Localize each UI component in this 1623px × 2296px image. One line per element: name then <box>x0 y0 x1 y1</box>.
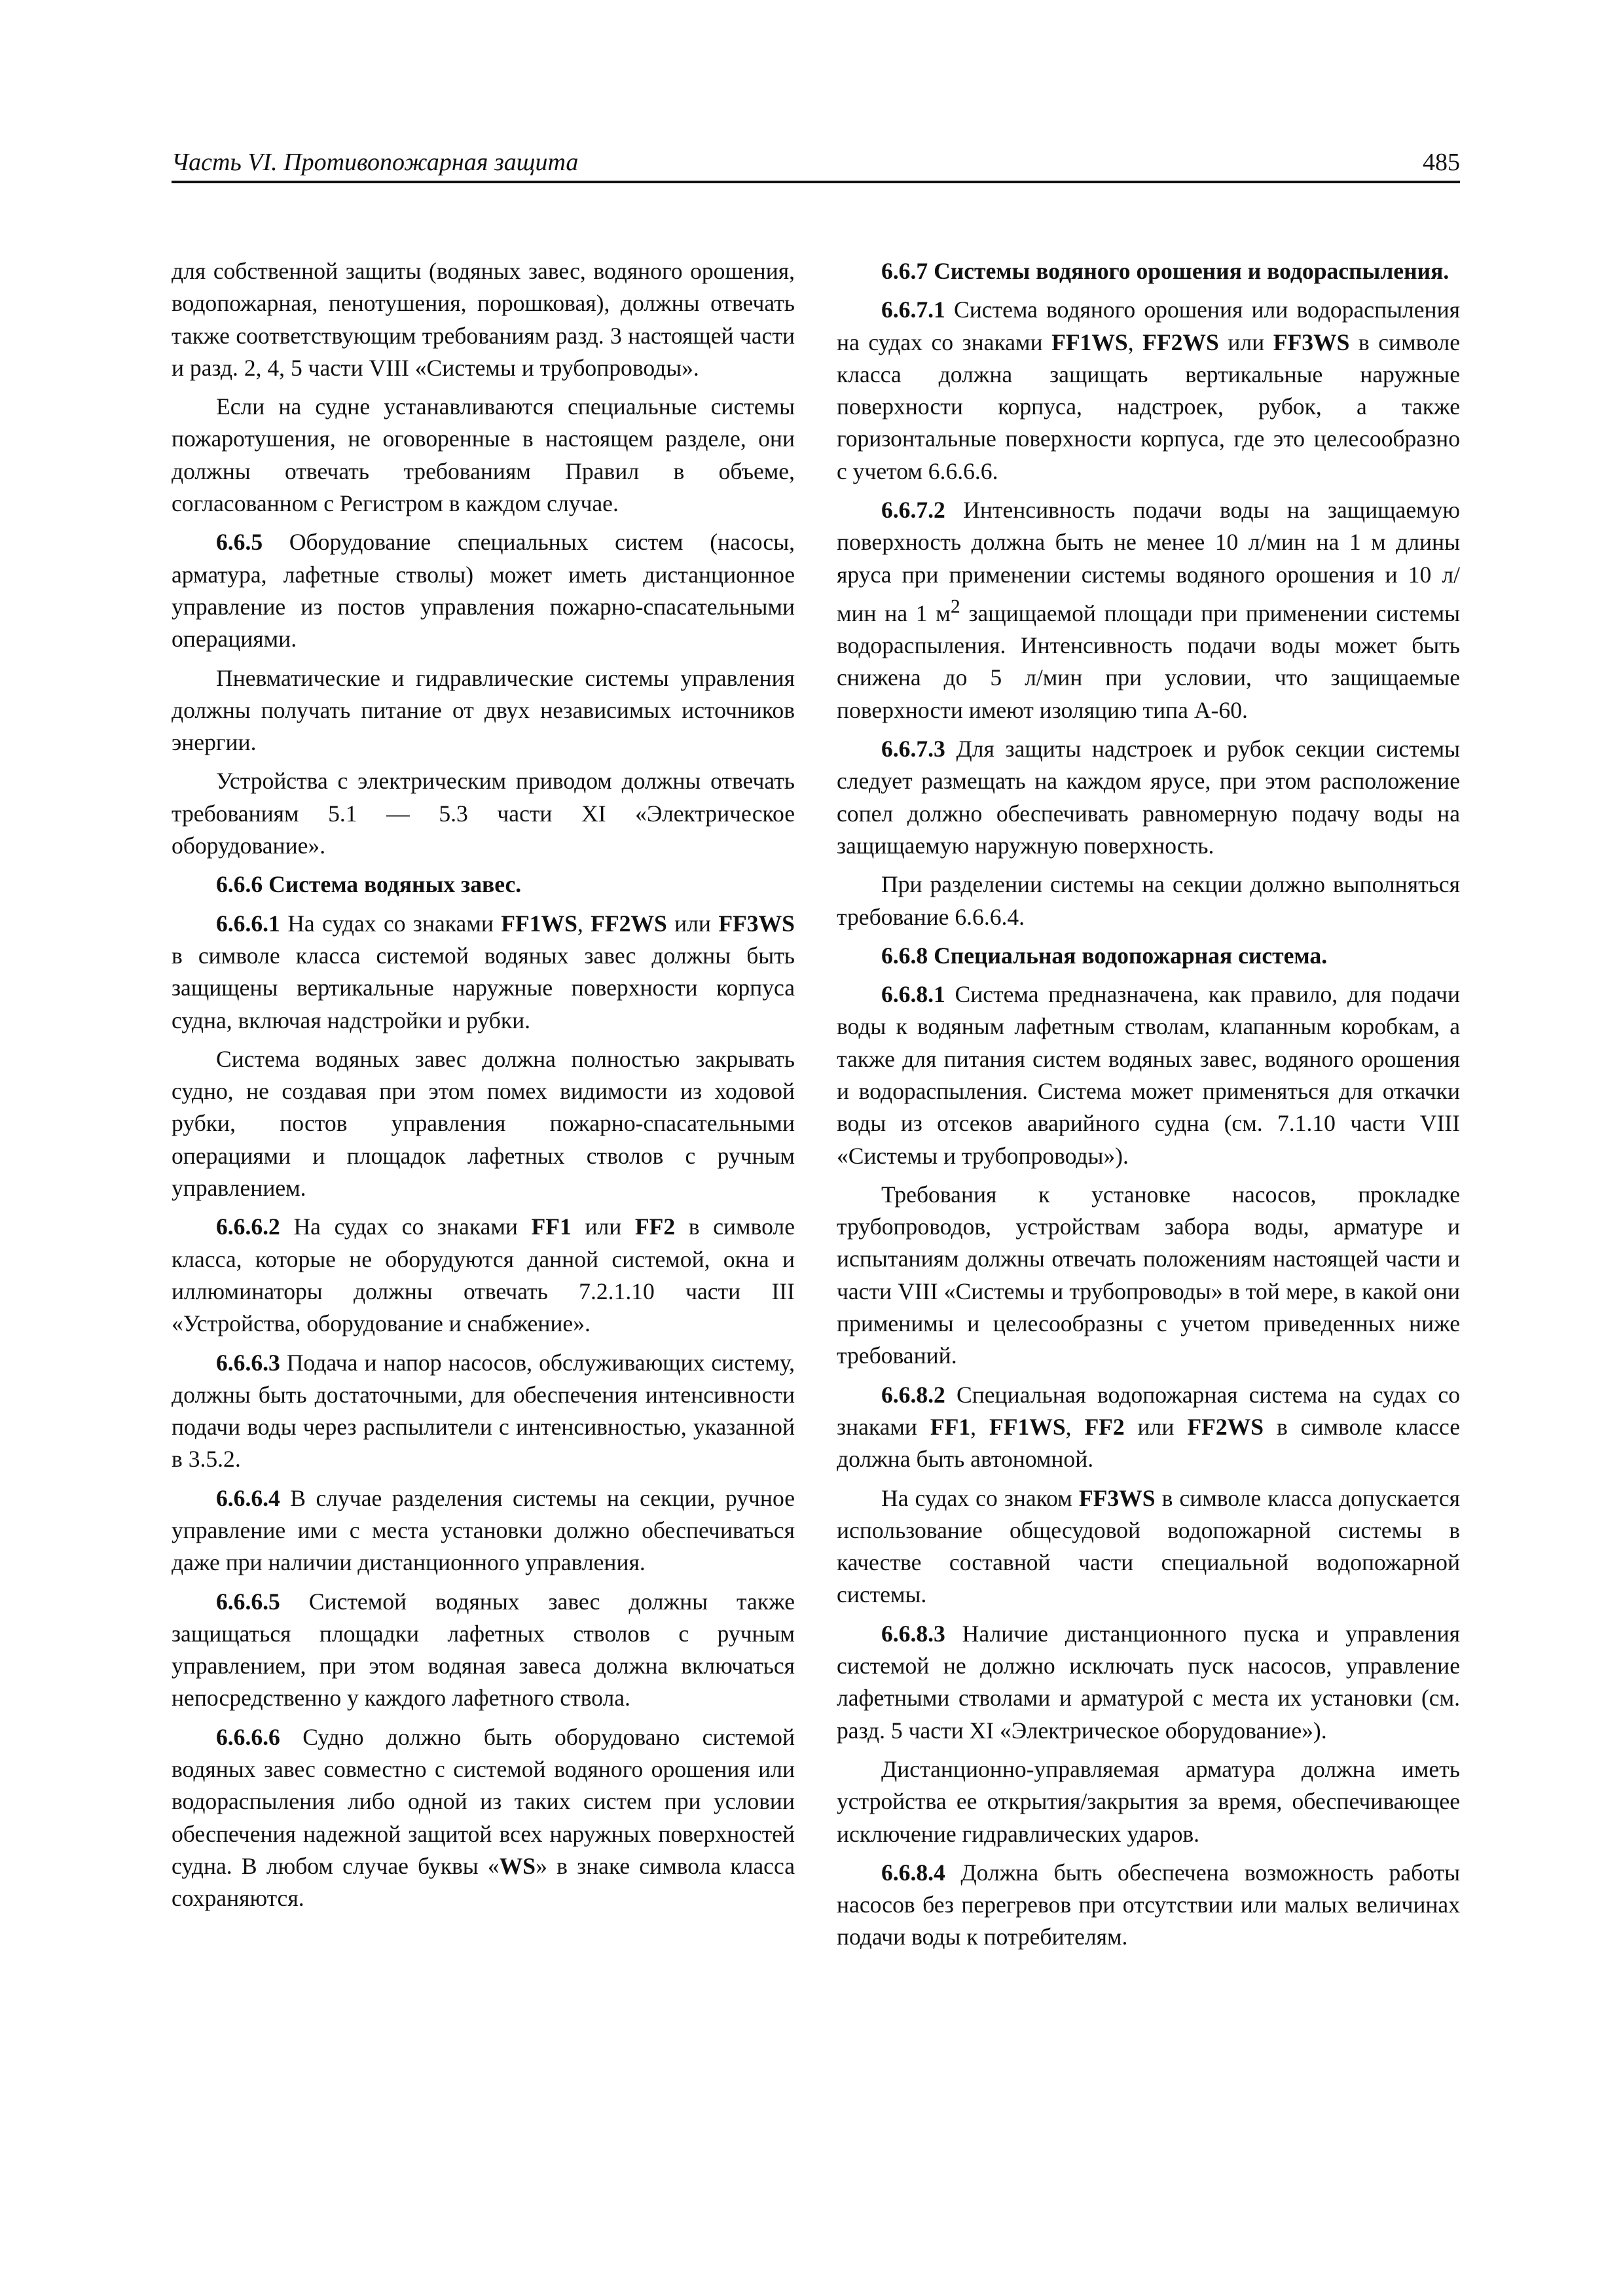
paragraph: 6.6.6.6 Судно должно быть оборудовано системой водяных завес совместно с системой водяного орошения или водораспыления либо одной из таких систем при условии обеспечения надежной защитой всех наружных поверхностей судна. В любом случае буквы «WS» в знаке символа класса сохраняются. <box>172 1723 795 1912</box>
class-mark: FF2WS <box>1142 329 1219 355</box>
class-mark: FF2 <box>1084 1413 1125 1440</box>
paragraph: Устройства с электрическим приводом должны отвечать требованиям 5.1 — 5.3 части XI «Электрическое оборудование». <box>172 768 795 859</box>
paragraph: 6.6.7.3 Для защиты надстроек и рубок секции системы следует размещать на каждом ярусе, при этом расположение сопел должно обеспечивать равномерную подачу воды на защищаемую наружную поверхность. <box>837 736 1460 859</box>
class-mark: FF3WS <box>1273 329 1350 355</box>
paragraph: 6.6.6.1 На судах со знаками FF1WS, FF2WS или FF3WS в символе класса системой водяных завес должны быть защищены вертикальные наружные поверхности корпуса судна, включая надстройки и рубки. <box>172 910 795 1033</box>
class-mark: FF2 <box>634 1213 676 1240</box>
class-mark: FF3WS <box>1078 1484 1156 1511</box>
section-heading: 6.6.7 Системы водяного орошения и водораспыления. <box>881 258 1450 284</box>
paragraph: Если на судне устанавливаются специальные системы пожаротушения, не оговоренные в настоящем разделе, они должны отвечать требованиям Правил в объеме, согласованном с Регистром в каждом случае. <box>172 393 795 517</box>
class-mark: FF1 <box>930 1413 971 1440</box>
paragraph: 6.6.8.4 Должна быть обеспечена возможность работы насосов без перегревов при отсутствии или малых величинах подачи воды к потребителям. <box>837 1859 1460 1950</box>
running-header <box>172 141 1460 183</box>
section-heading: 6.6.8 Специальная водопожарная система. <box>881 942 1328 969</box>
superscript: 2 <box>950 596 960 617</box>
paragraph: 6.6.7.1 Система водяного орошения или водораспыления на судах со знаками FF1WS, FF2WS или FF3WS в символе класса должна защищать вертикальные наружные поверхности корпуса, надстроек, рубок, а также горизонтальные поверхности корпуса, где это целесообразно с учетом 6.6.6.6. <box>837 296 1461 484</box>
class-mark: FF1WS <box>501 910 577 937</box>
clause-number: 6.6.8 <box>881 942 928 969</box>
paragraph: 6.6.8.1 Система предназначена, как правило, для подачи воды к водяным лафетным стволам, клапанным коробкам, а также для питания систем водяных завес, водяного орошения и водораспыления. Система может применяться для откачки воды из отсеков аварийного судна (см. 7.1.10 части VIII «Системы и трубопроводы»). <box>837 981 1460 1169</box>
clause-number: 6.6.6.4 <box>216 1484 280 1511</box>
paragraph: При разделении системы на секции должно выполняться требование 6.6.6.4. <box>837 871 1460 930</box>
clause-number: 6.6.6.6 <box>216 1723 280 1750</box>
class-mark: FF1WS <box>1051 329 1128 355</box>
clause-number: 6.6.6.3 <box>216 1349 280 1376</box>
page-number: 485 <box>1423 149 1460 176</box>
clause-number: 6.6.7.2 <box>881 497 945 524</box>
class-mark: FF1 <box>531 1213 572 1240</box>
clause-number: 6.6.7.3 <box>881 736 945 762</box>
section-heading: 6.6.6 Система водяных завес. <box>216 871 522 898</box>
class-mark: WS <box>499 1852 536 1879</box>
clause-number: 6.6.7 <box>881 258 928 284</box>
class-mark: FF3WS <box>718 910 795 937</box>
right-column <box>837 255 1460 1960</box>
paragraph: На судах со знаком FF3WS в символе класса допускается использование общесудовой водопожарной системы в качестве составной части специальной водопожарной системы. <box>837 1484 1460 1608</box>
clause-number: 6.6.6.2 <box>216 1213 280 1240</box>
clause-number: 6.6.8.1 <box>881 981 945 1008</box>
clause-number: 6.6.5 <box>216 529 263 556</box>
paragraph: 6.6.8.2 Специальная водопожарная система на судах со знаками FF1, FF1WS, FF2 или FF2WS в символе классе должна быть автономной. <box>837 1381 1460 1473</box>
class-mark: FF2WS <box>591 910 667 937</box>
clause-number: 6.6.6.5 <box>216 1588 280 1615</box>
paragraph: 6.6.5 Оборудование специальных систем (насосы, арматура, лафетные стволы) может иметь дистанционное управление из постов управления пожарно-спасательными операциями. <box>172 529 795 653</box>
paragraph: для собственной защиты (водяных завес, водяного орошения, водопожарная, пенотушения, порошковая), должны отвечать также соответствующим требованиям разд. 3 настоящей части и разд. 2, 4, 5 части VIII «Системы и трубопроводы». <box>172 258 795 381</box>
paragraph: 6.6.6.2 На судах со знаками FF1 или FF2 в символе класса, которые не оборудуются данной системой, окна и иллюминаторы должны отвечать 7.2.1.10 части III «Устройства, оборудование и снабжение». <box>172 1213 795 1337</box>
paragraph: 6.6.7.2 Интенсивность подачи воды на защищаемую поверхность должна быть не менее 10 л/мин на 1 м длины яруса при применении системы водяного орошения и 10 л/мин на 1 $м^2$ защищаемой площади при применении системы водораспыления. Интенсивность подачи воды может быть снижена до 5 л/мин при условии, что защищаемые поверхности имеют изоляцию типа А-60. <box>837 497 1460 723</box>
clause-number: 6.6.8.2 <box>881 1381 945 1408</box>
paragraph: 6.6.6.4 В случае разделения системы на секции, ручное управление ими с места установки должно обеспечиваться даже при наличии дистанционного управления. <box>172 1484 795 1576</box>
section-title: Часть VI. Противопожарная защита <box>172 149 579 176</box>
clause-number: 6.6.8.3 <box>881 1620 945 1647</box>
paragraph: Система водяных завес должна полностью закрывать судно, не создавая при этом помех видимости из ходовой рубки, постов управления пожарно-спасательными операциями и площадок лафетных стволов с ручным управлением. <box>172 1045 795 1202</box>
paragraph: 6.6.6.3 Подача и напор насосов, обслуживающих систему, должны быть достаточными, для обеспечения интенсивности подачи воды через распылители с интенсивностью, указанной в 3.5.2. <box>172 1349 795 1473</box>
class-mark: FF2WS <box>1187 1413 1264 1440</box>
clause-number: 6.6.8.4 <box>881 1859 945 1886</box>
paragraph: Дистанционно-управляемая арматура должна иметь устройства ее открытия/закрытия за время, обеспечивающее исключение гидравлических ударов. <box>837 1755 1460 1847</box>
paragraph: 6.6.6.5 Системой водяных завес должны также защищаться площадки лафетных стволов с ручным управлением, при этом водяная завеса должна включаться непосредственно у каждого лафетного ствола. <box>172 1588 795 1712</box>
left-column <box>172 255 795 1922</box>
paragraph: 6.6.8.3 Наличие дистанционного пуска и управления системой не должно исключать пуск насосов, управление лафетными стволами и арматурой с места их установки (см. разд. 5 части XI «Электрическое оборудование»). <box>837 1620 1460 1744</box>
clause-number: 6.6.6.1 <box>216 910 280 937</box>
class-mark: FF1WS <box>989 1413 1066 1440</box>
clause-number: 6.6.7.1 <box>881 296 945 323</box>
paragraph: Требования к установке насосов, прокладке трубопроводов, устройствам забора воды, арматуре и испытаниям должны отвечать положениям настоящей части и части VIII «Системы и трубопроводы» в той мере, в какой они применимы и целесообразны с учетом приведенных ниже требований. <box>837 1181 1460 1369</box>
clause-number: 6.6.6 <box>216 871 263 898</box>
paragraph: Пневматические и гидравлические системы управления должны получать питание от двух независимых источников энергии. <box>172 664 795 756</box>
